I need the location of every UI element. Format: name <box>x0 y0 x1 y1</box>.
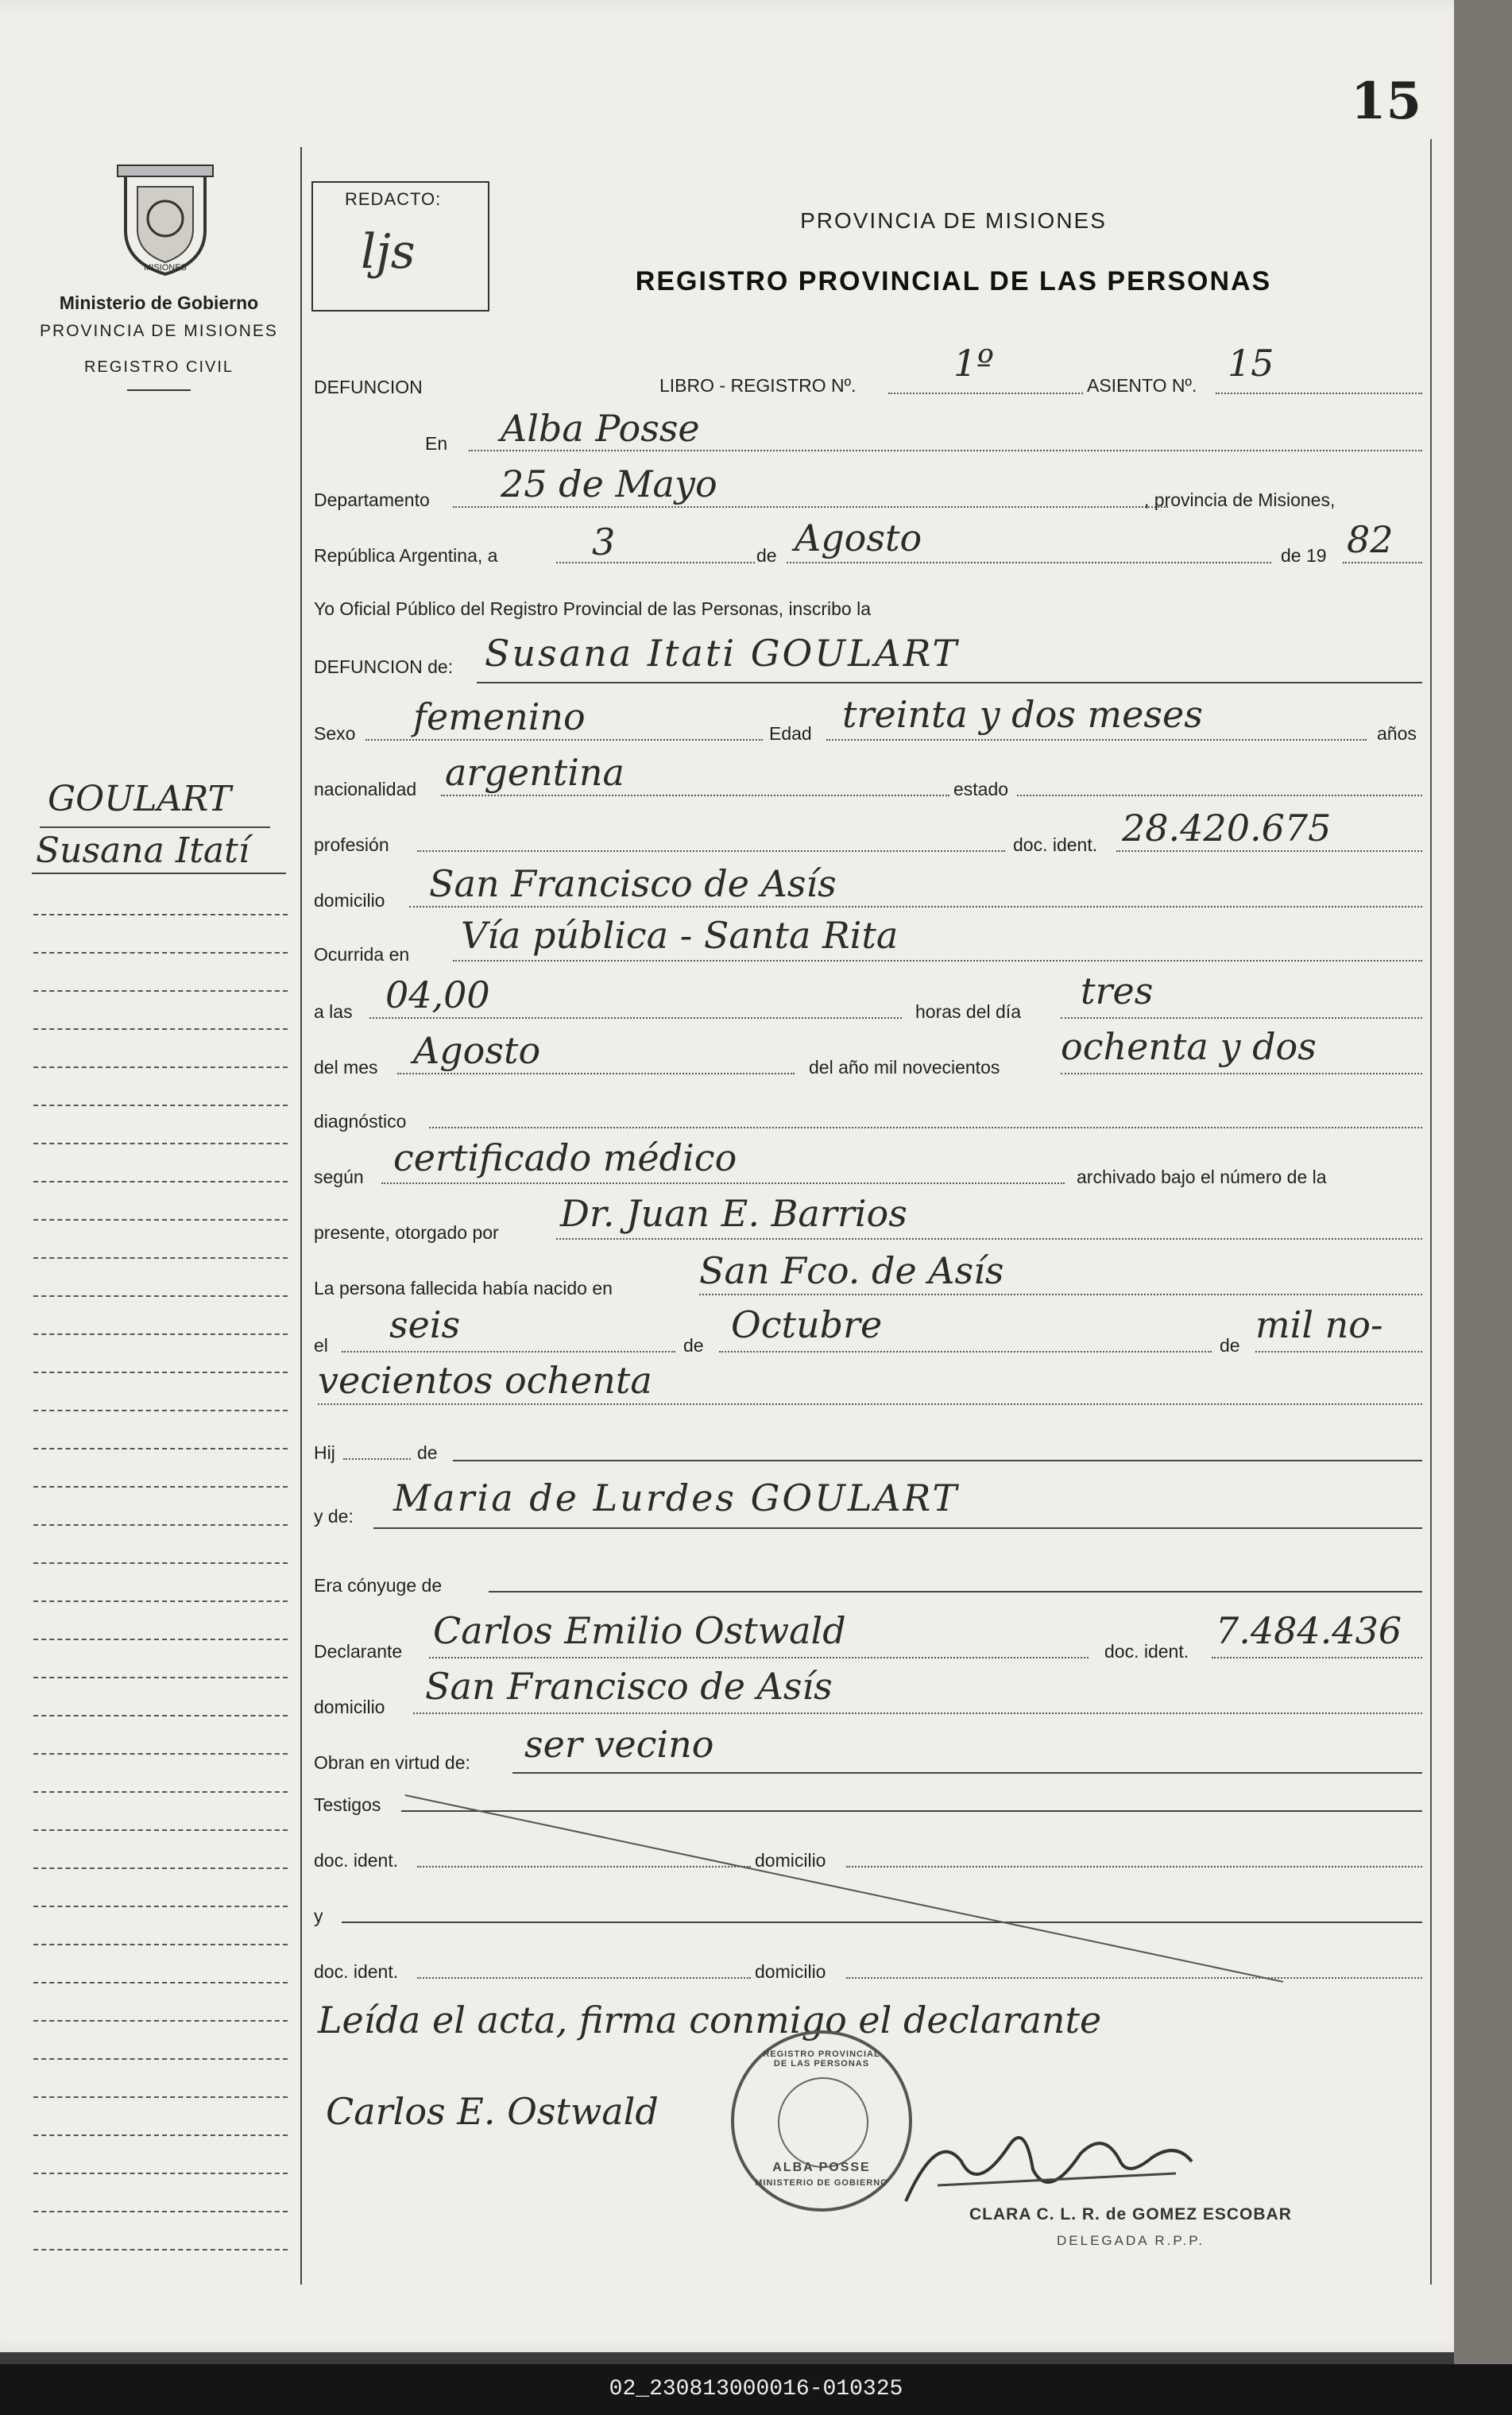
stamp-middle-text: ALBA POSSE <box>772 2161 871 2174</box>
label-testigo2-dom: domicilio <box>755 1961 826 1982</box>
entry-dia-texto: tres <box>1081 969 1154 1012</box>
nac-mes-line <box>719 1351 1212 1353</box>
label-domicilio-declarante: domicilio <box>314 1697 385 1717</box>
official-stamp <box>731 2030 912 2212</box>
ministry-rule <box>127 389 191 391</box>
label-testigo1-dom: domicilio <box>755 1850 826 1871</box>
mes-line <box>787 562 1271 563</box>
stamp-bottom-text: MINISTERIO DE GOBIERNO <box>755 2178 888 2188</box>
label-de-nac-ano: de <box>1220 1335 1240 1356</box>
entry-dia: 3 <box>592 521 616 563</box>
label-presente: presente, otorgado por <box>314 1222 499 1243</box>
label-horas-del-dia: horas del día <box>915 1001 1021 1022</box>
entry-anio: 82 <box>1347 518 1394 561</box>
entry-madre: Maria de Lurdes GOULART <box>393 1476 960 1519</box>
label-archivado: archivado bajo el número de la <box>1077 1167 1327 1187</box>
margin-rule <box>300 147 302 2285</box>
label-departamento: Departamento <box>314 490 430 510</box>
redacto-box <box>311 181 489 312</box>
ministry-title: Ministerio de Gobierno <box>59 292 259 313</box>
testigo2-dom-line <box>846 1977 1422 1979</box>
domicilio-line <box>409 906 1422 908</box>
label-en: En <box>425 433 448 454</box>
stamp-top-text: REGISTRO PROVINCIAL DE LAS PERSONAS <box>763 2049 880 2069</box>
label-republica: República Argentina, a <box>314 545 498 566</box>
entry-domicilio: San Francisco de Asís <box>429 862 837 905</box>
obran-line <box>512 1772 1422 1774</box>
conyuge-line <box>489 1591 1422 1593</box>
entry-obran: ser vecino <box>524 1723 714 1766</box>
edad-line <box>826 739 1367 741</box>
label-obran: Obran en virtud de: <box>314 1752 470 1773</box>
profesion-line <box>417 850 1005 852</box>
label-yo-oficial: Yo Oficial Público del Registro Provincial de las Personas, inscribo la <box>314 598 871 619</box>
mes2-line <box>397 1073 795 1074</box>
entry-nac-ano-2: vecientos ochenta <box>318 1359 652 1402</box>
testigos-line <box>401 1810 1422 1812</box>
label-del-mes: del mes <box>314 1057 378 1078</box>
label-de-nac-mes: de <box>683 1335 704 1356</box>
entry-mes: Agosto <box>795 517 922 559</box>
label-el: el <box>314 1335 328 1356</box>
label-declarante: Declarante <box>314 1641 403 1662</box>
label-hij: Hij <box>314 1442 335 1463</box>
label-doc-ident: doc. ident. <box>1013 834 1098 855</box>
testigo1-doc-line <box>417 1866 751 1867</box>
entry-sexo: femenino <box>413 695 586 738</box>
segun-line <box>381 1182 1065 1184</box>
label-y-de: y de: <box>314 1506 354 1527</box>
asiento-line <box>1216 393 1422 394</box>
ministry-registry: REGISTRO CIVIL <box>83 358 234 376</box>
label-domicilio: domicilio <box>314 890 385 911</box>
anio-line <box>1343 562 1422 563</box>
redacto-label: REDACTO: <box>345 189 442 209</box>
ocurrida-line <box>453 960 1422 962</box>
entry-libro: 1º <box>953 342 994 385</box>
label-de-anio: de 19 <box>1281 545 1327 566</box>
entry-declarante-dom: San Francisco de Asís <box>425 1665 833 1708</box>
official-role: DELEGADA R.P.P. <box>1057 2233 1205 2248</box>
label-nacido: La persona fallecida había nacido en <box>314 1278 613 1298</box>
nac-ano-line <box>1255 1351 1422 1353</box>
nacido-line <box>699 1294 1422 1295</box>
label-provincia: , provincia de Misiones, <box>1144 490 1336 510</box>
nacionalidad-line <box>441 795 949 796</box>
label-ocurrida: Ocurrida en <box>314 944 410 965</box>
entry-nac-ano-1: mil no- <box>1255 1303 1383 1346</box>
label-de-padre: de <box>417 1442 438 1463</box>
entry-departamento: 25 de Mayo <box>501 462 717 505</box>
entry-ocurrida: Vía pública - Santa Rita <box>461 914 899 957</box>
entry-nac-mes: Octubre <box>731 1303 883 1346</box>
label-segun: según <box>314 1167 364 1187</box>
closing-statement: Leída el acta, firma conmigo el declarante <box>318 1999 1102 2042</box>
padre-line <box>453 1460 1422 1461</box>
book-binding-edge <box>1454 0 1512 2364</box>
hora-line <box>369 1017 902 1019</box>
label-declarante-doc: doc. ident. <box>1104 1641 1189 1662</box>
declarante-line <box>429 1657 1089 1658</box>
entry-nombre: Susana Itati GOULART <box>485 632 960 675</box>
official-name: CLARA C. L. R. de GOMEZ ESCOBAR <box>969 2205 1292 2223</box>
en-line <box>469 450 1422 451</box>
margin-surname: GOULART <box>48 779 231 819</box>
nac-ano-cont-line <box>318 1403 1422 1405</box>
label-testigos: Testigos <box>314 1794 381 1815</box>
stamp-inner-ring <box>778 2077 868 2168</box>
province-heading: PROVINCIA DE MISIONES <box>800 208 1107 233</box>
nac-dia-line <box>342 1351 675 1353</box>
label-testigo2-doc: doc. ident. <box>314 1961 399 1982</box>
image-caption: 02_230813000016-010325 <box>0 2364 1512 2415</box>
entry-asiento: 15 <box>1228 342 1274 385</box>
entry-declarante-doc: 7.484.436 <box>1216 1609 1402 1652</box>
dia-texto-line <box>1061 1017 1422 1019</box>
entry-mes2: Agosto <box>413 1029 541 1072</box>
entry-declarante: Carlos Emilio Ostwald <box>433 1609 846 1652</box>
label-libro: LIBRO - REGISTRO Nº. <box>659 375 857 396</box>
registry-heading: REGISTRO PROVINCIAL DE LAS PERSONAS <box>635 266 1272 296</box>
official-signature-icon <box>890 2114 1224 2217</box>
ministry-province: PROVINCIA DE MISIONES <box>40 322 278 340</box>
entry-segun: certificado médico <box>393 1136 737 1179</box>
departamento-line <box>453 506 1168 508</box>
label-defuncion-de: DEFUNCION de: <box>314 656 454 677</box>
label-asiento: ASIENTO Nº. <box>1087 375 1197 396</box>
label-y: y <box>314 1906 323 1926</box>
redacto-initials: ljs <box>361 224 416 280</box>
diagnostico-line <box>429 1127 1422 1128</box>
entry-otorgado: Dr. Juan E. Barrios <box>560 1192 907 1235</box>
label-sexo: Sexo <box>314 723 356 744</box>
otorgado-line <box>556 1238 1422 1240</box>
entry-hora: 04,00 <box>385 973 490 1016</box>
label-de-mes: de <box>756 545 777 566</box>
label-del-ano: del año mil novecientos <box>809 1057 1000 1078</box>
label-conyuge: Era cónyuge de <box>314 1575 443 1596</box>
margin-underline <box>32 873 286 874</box>
margin-given-names: Susana Itatí <box>36 830 249 871</box>
testigo2-doc-line <box>417 1977 751 1979</box>
label-profesion: profesión <box>314 834 389 855</box>
sexo-line <box>365 739 763 741</box>
label-a-las: a las <box>314 1001 353 1022</box>
crest-label: MISIONES <box>144 263 187 273</box>
entry-nacido-en: San Fco. de Asís <box>699 1249 1004 1292</box>
testigo2-line <box>342 1922 1422 1923</box>
ministry-block <box>24 292 294 391</box>
entry-nacionalidad: argentina <box>445 751 625 794</box>
folio-number: 15 <box>1351 72 1422 131</box>
label-estado: estado <box>953 779 1009 799</box>
provincial-crest-icon <box>110 159 221 278</box>
label-testigo1-doc: doc. ident. <box>314 1850 399 1871</box>
libro-line <box>888 393 1083 394</box>
margin-underline <box>40 826 270 828</box>
hij-line <box>343 1458 411 1460</box>
dia-line <box>556 562 755 563</box>
right-rule <box>1430 139 1432 2285</box>
declarante-doc-line <box>1212 1657 1422 1658</box>
madre-line <box>373 1527 1422 1529</box>
declarante-dom-line <box>413 1713 1422 1714</box>
declarant-signature: Carlos E. Ostwald <box>326 2090 659 2133</box>
label-diagnostico: diagnóstico <box>314 1111 407 1132</box>
ano-texto-line <box>1061 1073 1422 1074</box>
doc-line <box>1116 850 1422 852</box>
estado-line <box>1017 795 1422 796</box>
label-edad: Edad <box>769 723 812 744</box>
nombre-line <box>477 682 1422 683</box>
entry-nac-dia: seis <box>389 1303 461 1346</box>
testigo1-dom-line <box>846 1866 1422 1867</box>
label-anos: años <box>1377 723 1417 744</box>
entry-localidad: Alba Posse <box>501 407 700 450</box>
label-nacionalidad: nacionalidad <box>314 779 417 799</box>
entry-edad: treinta y dos meses <box>842 693 1203 736</box>
label-defuncion: DEFUNCION <box>314 377 423 397</box>
entry-ano-texto: ochenta y dos <box>1061 1025 1317 1068</box>
entry-doc: 28.420.675 <box>1122 807 1332 850</box>
